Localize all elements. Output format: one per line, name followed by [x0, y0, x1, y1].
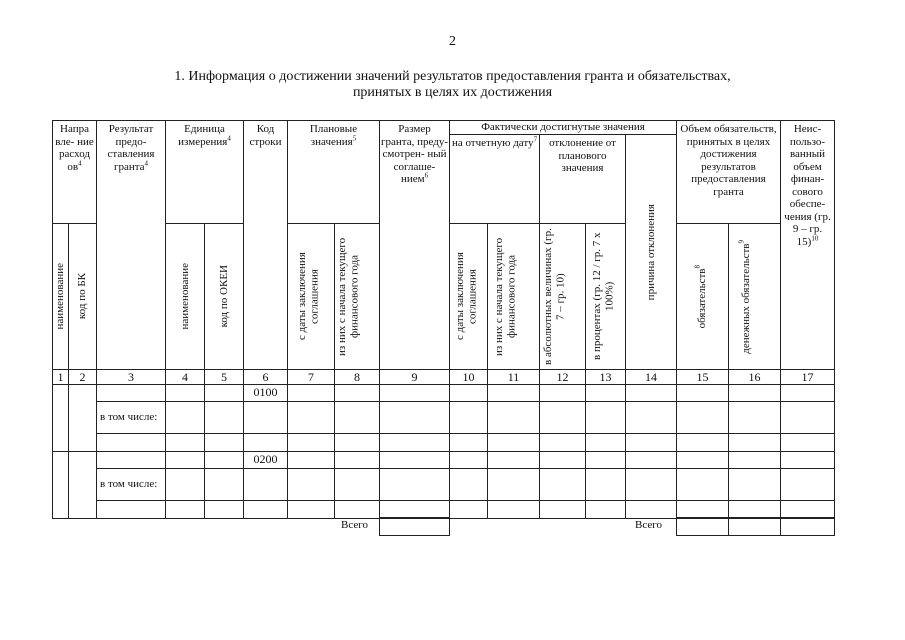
table-cell	[243, 468, 288, 501]
table-cell	[625, 500, 677, 519]
table-cell	[379, 468, 450, 501]
header-fakt-s-daty: с даты заключения соглашения	[449, 223, 488, 370]
body-cell-kod-bk	[68, 451, 97, 519]
header-obem: Объем обязательств, принятых в целях достижения результатов предоставления гранта	[676, 120, 781, 224]
table-cell	[204, 384, 244, 402]
table-cell	[165, 401, 205, 434]
header-plan-s-daty: с даты заключения соглашения	[287, 223, 335, 370]
table-cell	[487, 401, 540, 434]
table-cell	[334, 433, 380, 452]
body-cell-kod-bk	[68, 384, 97, 452]
header-ed-naim: наименование	[165, 223, 205, 370]
table-cell	[625, 451, 677, 469]
table-cell	[243, 433, 288, 452]
colnum-16: 16	[728, 369, 781, 385]
colnum-17: 17	[780, 369, 835, 385]
colnum-15: 15	[676, 369, 729, 385]
table-cell	[287, 401, 335, 434]
header-edinica: Единица измерения$^4$	[165, 120, 244, 224]
colnum-2: 2	[68, 369, 97, 385]
colnum-1: 1	[52, 369, 69, 385]
table-cell	[287, 468, 335, 501]
table-cell	[449, 500, 488, 519]
table-cell	[676, 401, 729, 434]
colnum-3: 3	[96, 369, 166, 385]
table-cell	[334, 451, 380, 469]
table-cell	[204, 500, 244, 519]
header-planovye: Плановые значения$^5$	[287, 120, 380, 224]
colnum-6: 6	[243, 369, 288, 385]
table-cell	[204, 451, 244, 469]
table-cell	[379, 451, 450, 469]
header-obyazatelstv: обязательств$^8$	[676, 223, 729, 370]
total-label-grant: Всего	[341, 519, 368, 531]
table-cell	[96, 500, 166, 519]
table-cell	[625, 384, 677, 402]
table-cell	[165, 500, 205, 519]
table-cell	[585, 401, 626, 434]
header-naimenovanie: наименование	[52, 223, 69, 370]
table-cell	[625, 433, 677, 452]
table-cell	[334, 468, 380, 501]
table-cell	[676, 468, 729, 501]
table-cell	[625, 468, 677, 501]
colnum-13: 13	[585, 369, 626, 385]
table-cell	[780, 451, 835, 469]
header-rezultat: Результат предо- ставления гранта$^4$	[96, 120, 166, 370]
table-cell	[539, 468, 586, 501]
table-cell	[728, 468, 781, 501]
table-cell	[676, 451, 729, 469]
table-cell	[334, 401, 380, 434]
colnum-8: 8	[334, 369, 380, 385]
table-cell	[585, 500, 626, 519]
colnum-7: 7	[287, 369, 335, 385]
table-cell	[96, 433, 166, 452]
header-denezhnyh: денежных обязательств$^9$	[728, 223, 781, 370]
table-cell	[539, 433, 586, 452]
title-line-2: принятых в целях их достижения	[352, 85, 553, 100]
table-cell	[487, 451, 540, 469]
table-cell	[780, 384, 835, 402]
table-cell	[287, 433, 335, 452]
table-cell	[585, 468, 626, 501]
colnum-5: 5	[204, 369, 244, 385]
table-cell	[165, 451, 205, 469]
header-na-otchetnuyu: на отчетную дату$^7$	[449, 134, 540, 224]
table-cell	[165, 433, 205, 452]
header-otklonenie: отклонение от планового значения	[539, 134, 626, 224]
page-number: 2	[449, 34, 456, 49]
table-cell	[379, 401, 450, 434]
table-cell	[334, 500, 380, 519]
table-cell	[379, 433, 450, 452]
table-cell	[487, 384, 540, 402]
table-cell	[287, 500, 335, 519]
table-cell	[487, 468, 540, 501]
table-cell	[165, 384, 205, 402]
table-cell	[449, 401, 488, 434]
header-ed-okei: код по ОКЕИ	[204, 223, 244, 370]
colnum-10: 10	[449, 369, 488, 385]
row-code-0100: 0100	[253, 385, 278, 400]
table-cell	[449, 468, 488, 501]
table-cell	[449, 384, 488, 402]
table-cell	[585, 433, 626, 452]
table-cell	[287, 384, 335, 402]
row-code-0200: 0200	[253, 452, 278, 467]
table-cell	[287, 451, 335, 469]
total-cell-grant	[379, 517, 450, 536]
table-cell	[585, 384, 626, 402]
table-cell	[539, 384, 586, 402]
table-cell	[449, 451, 488, 469]
total-label-obyazatelstva: Всего	[635, 519, 662, 531]
table-cell	[449, 433, 488, 452]
total-cell-obyazatelstva	[676, 517, 729, 536]
table-cell	[780, 468, 835, 501]
colnum-12: 12	[539, 369, 586, 385]
header-razmer: Размер гранта, преду- смотрен- ный соглаше- нием$^6$	[379, 120, 450, 370]
table-cell	[539, 401, 586, 434]
header-neispolz: Неис- пользо- ванный объем финан- сового обеспе- чения (гр. 9 – гр. 15)$^{10}$	[780, 120, 835, 370]
header-prichina: причина отклонения	[625, 134, 677, 370]
table-cell	[585, 451, 626, 469]
header-fakt: Фактически достигнутые значения	[449, 120, 677, 135]
table-cell	[728, 401, 781, 434]
table-cell	[334, 384, 380, 402]
table-cell	[204, 433, 244, 452]
total-cell-neispolz	[780, 517, 835, 536]
table-cell	[165, 468, 205, 501]
table-cell	[487, 500, 540, 519]
table-cell	[96, 384, 166, 402]
total-cell-denezhnye	[728, 517, 781, 536]
header-fakt-iz-nih: из них с начала текущего финансового года	[487, 223, 540, 370]
table-cell	[204, 401, 244, 434]
colnum-9: 9	[379, 369, 450, 385]
table-cell	[487, 433, 540, 452]
table-cell	[676, 433, 729, 452]
table-cell	[379, 384, 450, 402]
body-cell-naim	[52, 451, 69, 519]
colnum-14: 14	[625, 369, 677, 385]
colnum-4: 4	[165, 369, 205, 385]
table-cell	[204, 468, 244, 501]
header-plan-iz-nih: из них с начала текущего финансового года	[334, 223, 380, 370]
header-kod-stroki: Код строки	[243, 120, 288, 370]
table-cell	[539, 451, 586, 469]
table-cell	[780, 433, 835, 452]
table-cell	[96, 451, 166, 469]
table-cell	[539, 500, 586, 519]
header-napravlenie: Напра вле- ние расход $ов^4$	[52, 120, 97, 224]
header-v-absolyut: в абсолютных величинах (гр. 7 – гр. 10)	[539, 223, 586, 370]
header-v-procentah: в процентах (гр. 12 / гр. 7 х 100%)	[585, 223, 626, 370]
table-cell	[780, 401, 835, 434]
table-cell	[243, 500, 288, 519]
header-kod-bk: код по БК	[68, 223, 97, 370]
table-cell	[728, 384, 781, 402]
table-cell	[243, 401, 288, 434]
table-cell	[728, 433, 781, 452]
table-cell	[676, 384, 729, 402]
row-v-tom-chisle-2: в том числе:	[100, 477, 158, 490]
row-v-tom-chisle-1: в том числе:	[100, 410, 158, 423]
title-line-1: 1. Информация о достижении значений результатов предоставления гранта и обязательствах,	[174, 69, 731, 84]
body-cell-naim	[52, 384, 69, 452]
colnum-11: 11	[487, 369, 540, 385]
page-title	[60, 69, 845, 101]
table-cell	[728, 451, 781, 469]
table-cell	[625, 401, 677, 434]
